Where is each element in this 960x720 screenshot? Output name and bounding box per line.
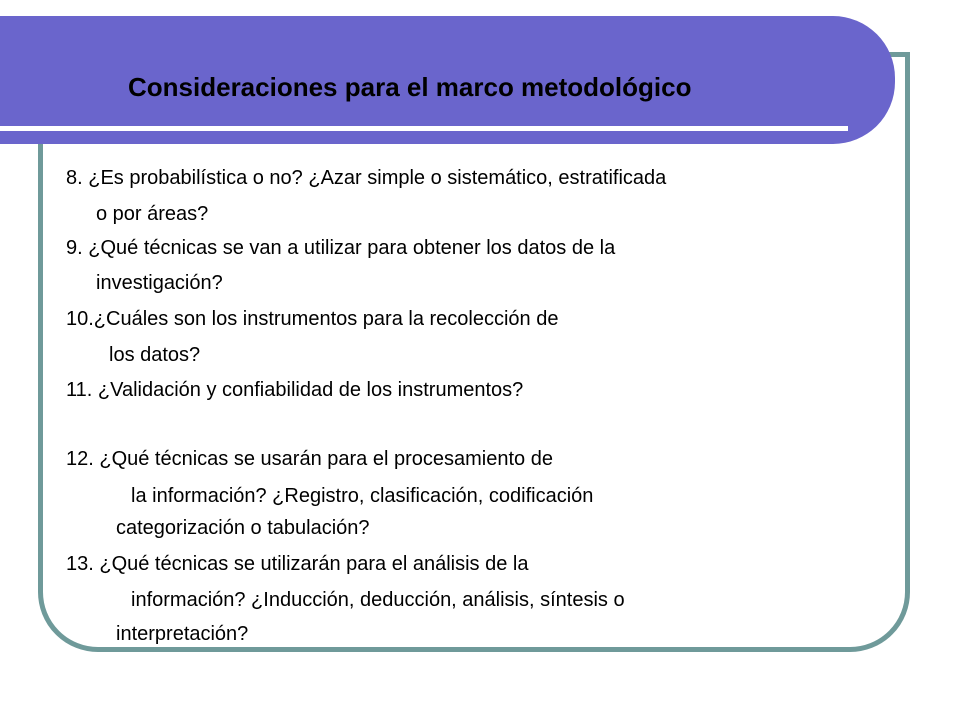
question-8-line-2: o por áreas? xyxy=(96,203,209,225)
question-8-line-1: 8. ¿Es probabilística o no? ¿Azar simple o sistemático, estratificada xyxy=(66,167,667,189)
question-13-line-1: 13. ¿Qué técnicas se utilizarán para el análisis de la xyxy=(66,553,529,575)
question-9-line-2: investigación? xyxy=(96,272,223,294)
question-12-line-3: categorización o tabulación? xyxy=(116,517,370,539)
question-12-line-1: 12. ¿Qué técnicas se usarán para el procesamiento de xyxy=(66,448,553,470)
slide-title: Consideraciones para el marco metodológico xyxy=(128,72,692,102)
question-10-line-1: 10.¿Cuáles son los instrumentos para la recolección de xyxy=(66,308,559,330)
question-12-line-2: la información? ¿Registro, clasificación, codificación xyxy=(131,485,594,507)
question-13-line-3: interpretación? xyxy=(116,623,249,645)
question-10-line-2: los datos? xyxy=(109,344,201,366)
question-13-line-2: información? ¿Inducción, deducción, análisis, síntesis o xyxy=(131,589,625,611)
question-9-line-1: 9. ¿Qué técnicas se van a utilizar para obtener los datos de la xyxy=(66,237,616,259)
question-11-line-1: 11. ¿Validación y confiabilidad de los instrumentos? xyxy=(66,379,524,401)
